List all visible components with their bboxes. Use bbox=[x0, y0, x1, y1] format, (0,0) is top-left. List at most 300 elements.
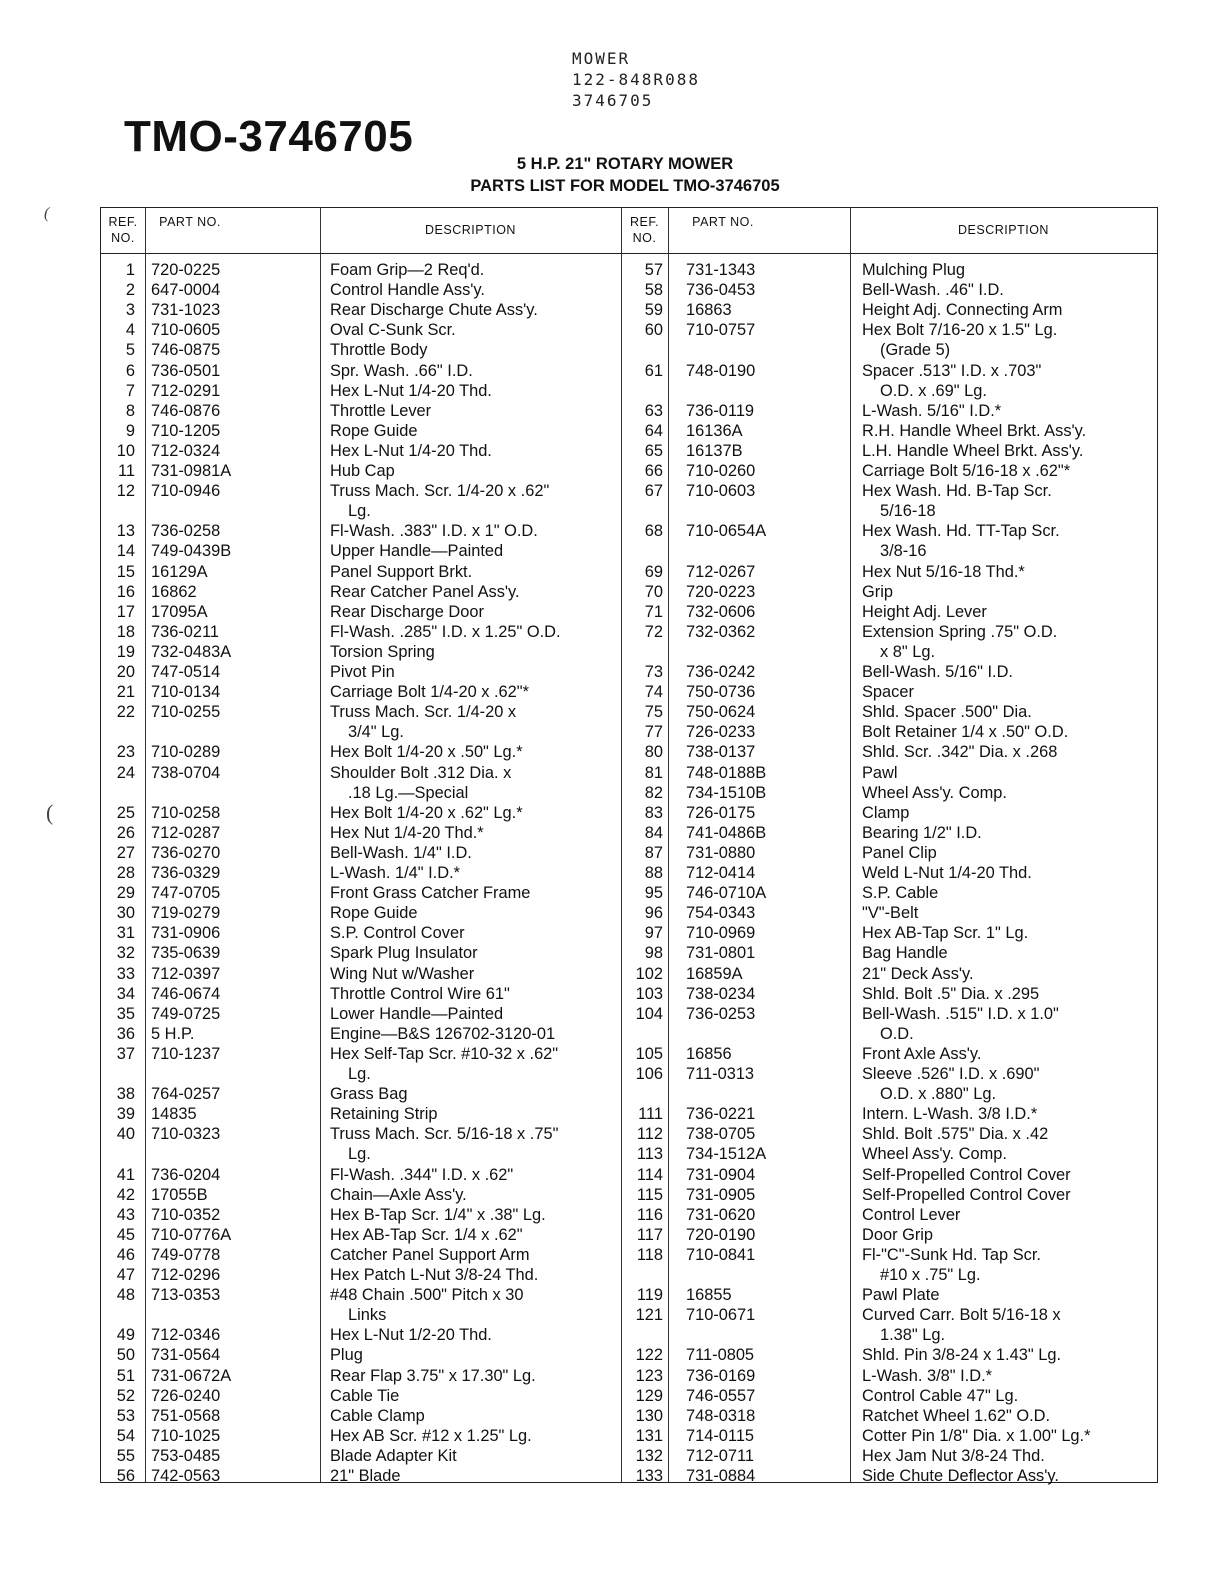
part-description: Hex L-Nut 1/4-20 Thd. bbox=[330, 381, 492, 400]
part-description: Engine—B&S 126702-3120-01 bbox=[330, 1024, 556, 1043]
part-description: Throttle Lever bbox=[330, 401, 432, 420]
part-description: 3/8-16 bbox=[880, 542, 927, 561]
part-number: 712-0414 bbox=[686, 864, 756, 882]
ref-number: 28 bbox=[116, 864, 135, 882]
ref-number: 66 bbox=[644, 462, 663, 480]
part-description: Carriage Bolt 5/16-18 x .62"* bbox=[862, 462, 1071, 480]
part-description: Side Chute Deflector Ass'y. bbox=[862, 1467, 1059, 1485]
part-number: 710-0352 bbox=[151, 1205, 221, 1224]
part-number: 731-0801 bbox=[686, 944, 756, 963]
ref-number: 41 bbox=[116, 1165, 135, 1184]
table-row bbox=[101, 1165, 1157, 1185]
ref-number: 24 bbox=[116, 763, 135, 782]
part-description: #48 Chain .500" Pitch x 30 bbox=[330, 1286, 524, 1305]
part-description: Hex Bolt 1/4-20 x .50" Lg.* bbox=[330, 743, 523, 762]
part-number: 741-0486B bbox=[686, 823, 767, 842]
ref-number: 69 bbox=[644, 562, 663, 581]
part-description: 1.38" Lg. bbox=[880, 1326, 946, 1345]
part-description: Fl-"C"-Sunk Hd. Tap Scr. bbox=[862, 1245, 1041, 1264]
part-description: 21" Blade bbox=[330, 1467, 401, 1485]
table-row bbox=[101, 682, 1157, 702]
table-row bbox=[101, 461, 1157, 481]
table-row bbox=[101, 1245, 1157, 1265]
ref-number: 116 bbox=[636, 1205, 663, 1224]
ref-number: 12 bbox=[116, 482, 135, 501]
table-row bbox=[101, 361, 1157, 381]
part-description: L-Wash. 3/8" I.D.* bbox=[862, 1366, 993, 1385]
part-number: 731-0620 bbox=[686, 1205, 756, 1224]
ref-number: 46 bbox=[116, 1245, 135, 1264]
part-description: Spark Plug Insulator bbox=[330, 944, 478, 963]
ref-number: 1 bbox=[125, 261, 135, 279]
table-row bbox=[101, 1265, 1157, 1285]
ref-number: 60 bbox=[644, 321, 663, 340]
part-description: Bolt Retainer 1/4 x .50" O.D. bbox=[862, 723, 1069, 742]
part-description: Rear Discharge Chute Ass'y. bbox=[330, 301, 538, 320]
ref-number: 4 bbox=[125, 321, 135, 340]
table-row bbox=[101, 602, 1157, 622]
ref-number: 57 bbox=[644, 261, 663, 279]
header-part-left: PART NO. bbox=[159, 215, 221, 229]
part-number: 719-0279 bbox=[151, 904, 221, 923]
ref-number: 98 bbox=[644, 944, 663, 963]
part-description: Carriage Bolt 1/4-20 x .62"* bbox=[330, 683, 529, 702]
ref-number: 15 bbox=[116, 562, 135, 581]
ref-number: 105 bbox=[635, 1044, 663, 1063]
part-description: Upper Handle—Painted bbox=[330, 542, 504, 561]
header-description-right: DESCRIPTION bbox=[958, 223, 1049, 237]
table-row bbox=[101, 763, 1157, 783]
table-row bbox=[101, 1305, 1157, 1325]
stamp-line-1: MOWER bbox=[572, 49, 631, 68]
part-number: 731-0672A bbox=[151, 1366, 232, 1385]
part-number: 726-0175 bbox=[686, 803, 756, 822]
part-number: 749-0725 bbox=[151, 1004, 221, 1023]
part-description: Retaining Strip bbox=[330, 1105, 438, 1124]
part-number: 753-0485 bbox=[151, 1446, 221, 1465]
ref-number: 14 bbox=[116, 542, 135, 561]
ref-number: 80 bbox=[644, 743, 663, 762]
part-number: 712-0267 bbox=[686, 562, 756, 581]
ref-number: 6 bbox=[125, 361, 135, 380]
part-number: 746-0875 bbox=[151, 341, 221, 360]
part-number: 732-0483A bbox=[151, 642, 232, 661]
table-row bbox=[101, 943, 1157, 963]
part-description: Front Grass Catcher Frame bbox=[330, 884, 531, 903]
part-description: Links bbox=[348, 1306, 387, 1325]
part-description: L-Wash. 1/4" I.D.* bbox=[330, 864, 461, 882]
part-description: Rope Guide bbox=[330, 904, 418, 923]
part-number: 710-0841 bbox=[686, 1245, 756, 1264]
table-row bbox=[101, 742, 1157, 762]
part-number: 738-0137 bbox=[686, 743, 756, 762]
ref-number: 47 bbox=[116, 1266, 135, 1284]
part-description: Bell-Wash. 5/16" I.D. bbox=[862, 663, 1013, 681]
part-number: 710-0946 bbox=[151, 482, 221, 501]
part-description: Hex AB-Tap Scr. 1" Lg. bbox=[862, 924, 1029, 943]
ref-number: 58 bbox=[644, 281, 663, 300]
table-row bbox=[101, 421, 1157, 441]
ref-number: 42 bbox=[116, 1185, 135, 1204]
ref-number: 50 bbox=[116, 1346, 135, 1365]
ref-number: 30 bbox=[116, 904, 135, 923]
ref-number: 45 bbox=[116, 1225, 135, 1244]
part-description: Plug bbox=[330, 1346, 363, 1365]
ref-number: 31 bbox=[116, 924, 135, 943]
table-row bbox=[101, 1446, 1157, 1466]
ref-number: 87 bbox=[644, 843, 663, 862]
ref-number: 16 bbox=[116, 582, 135, 601]
title-line-2: PARTS LIST FOR MODEL TMO-3746705 bbox=[470, 177, 780, 195]
part-number: 710-0289 bbox=[151, 743, 221, 762]
part-description: Shld. Bolt .5" Dia. x .295 bbox=[862, 984, 1040, 1003]
ref-number: 73 bbox=[644, 663, 663, 681]
ref-number: 64 bbox=[644, 421, 663, 440]
table-row bbox=[101, 843, 1157, 863]
table-row bbox=[101, 320, 1157, 340]
part-description: Panel Support Brkt. bbox=[330, 562, 473, 581]
part-number: 710-1237 bbox=[151, 1044, 221, 1063]
table-row bbox=[101, 1325, 1157, 1345]
part-number: 16856 bbox=[686, 1044, 732, 1063]
part-number: 736-0204 bbox=[151, 1165, 221, 1184]
part-number: 750-0736 bbox=[686, 683, 756, 702]
part-description: Hex Self-Tap Scr. #10-32 x .62" bbox=[330, 1044, 559, 1063]
part-description: Hex L-Nut 1/2-20 Thd. bbox=[330, 1326, 492, 1345]
part-number: 736-0119 bbox=[686, 401, 755, 420]
ref-number: 29 bbox=[116, 884, 135, 903]
part-description: Panel Clip bbox=[862, 843, 937, 862]
part-description: Catcher Panel Support Arm bbox=[330, 1245, 530, 1264]
ref-number: 112 bbox=[636, 1125, 663, 1144]
part-number: 710-0605 bbox=[151, 321, 221, 340]
part-description: O.D. x .69" Lg. bbox=[880, 381, 987, 400]
part-number: 732-0606 bbox=[686, 602, 756, 621]
part-number: 14835 bbox=[151, 1105, 197, 1124]
part-description: Extension Spring .75" O.D. bbox=[862, 622, 1058, 641]
ref-number: 37 bbox=[116, 1044, 135, 1063]
part-description: Intern. L-Wash. 3/8 I.D.* bbox=[862, 1105, 1038, 1124]
part-description: Hex Bolt 1/4-20 x .62" Lg.* bbox=[330, 803, 523, 822]
part-description: Truss Mach. Scr. 1/4-20 x .62" bbox=[330, 482, 550, 501]
part-description: Cotter Pin 1/8" Dia. x 1.00" Lg.* bbox=[862, 1426, 1091, 1445]
ref-number: 130 bbox=[635, 1406, 663, 1425]
table-row bbox=[101, 1004, 1157, 1024]
ref-number: 81 bbox=[644, 763, 663, 782]
table-row bbox=[101, 923, 1157, 943]
part-number: 17055B bbox=[151, 1185, 208, 1204]
part-number: 748-0190 bbox=[686, 361, 756, 380]
part-description: Bearing 1/2" I.D. bbox=[862, 823, 982, 842]
ref-number: 133 bbox=[635, 1467, 663, 1485]
part-number: 738-0234 bbox=[686, 984, 756, 1003]
part-description: Self-Propelled Control Cover bbox=[862, 1185, 1071, 1204]
part-number: 731-0880 bbox=[686, 843, 756, 862]
table-row bbox=[101, 823, 1157, 843]
part-number: 710-0323 bbox=[151, 1125, 221, 1144]
part-description: Cable Tie bbox=[330, 1386, 400, 1405]
ref-number: 35 bbox=[116, 1004, 135, 1023]
ref-number: 82 bbox=[644, 783, 663, 802]
part-description: Lg. bbox=[348, 1145, 371, 1164]
part-description: Fl-Wash. .344" I.D. x .62" bbox=[330, 1165, 514, 1184]
ref-number: 2 bbox=[125, 281, 135, 300]
part-number: 720-0190 bbox=[686, 1225, 756, 1244]
part-description: S.P. Cable bbox=[862, 884, 939, 903]
ref-number: 56 bbox=[116, 1467, 135, 1485]
ref-number: 117 bbox=[636, 1225, 663, 1244]
part-number: 710-0260 bbox=[686, 462, 756, 480]
part-number: 736-0453 bbox=[686, 281, 756, 300]
table-row bbox=[101, 1225, 1157, 1245]
part-number: 710-0776A bbox=[151, 1225, 232, 1244]
ref-number: 48 bbox=[116, 1286, 135, 1305]
part-description: Hex Nut 1/4-20 Thd.* bbox=[330, 823, 484, 842]
table-row bbox=[101, 300, 1157, 320]
part-number: 726-0240 bbox=[151, 1386, 221, 1405]
table-row bbox=[101, 521, 1157, 541]
table-row bbox=[101, 1185, 1157, 1205]
part-description: Height Adj. Lever bbox=[862, 602, 987, 621]
part-description: Hex AB Scr. #12 x 1.25" Lg. bbox=[330, 1426, 532, 1445]
part-description: Mulching Plug bbox=[862, 261, 965, 279]
part-description: Hex Bolt 7/16-20 x 1.5" Lg. bbox=[862, 321, 1058, 340]
table-row bbox=[101, 863, 1157, 883]
part-description: Hex Wash. Hd. B-Tap Scr. bbox=[862, 482, 1052, 501]
part-number: 710-0258 bbox=[151, 803, 221, 822]
table-row bbox=[101, 441, 1157, 461]
ref-number: 65 bbox=[644, 441, 663, 460]
ref-number: 104 bbox=[635, 1004, 663, 1023]
part-description: Hex Wash. Hd. TT-Tap Scr. bbox=[862, 522, 1060, 541]
part-number: 720-0225 bbox=[151, 261, 221, 279]
part-description: Hex L-Nut 1/4-20 Thd. bbox=[330, 441, 492, 460]
part-description: Rope Guide bbox=[330, 421, 418, 440]
stamp-line-2: 122-848R088 bbox=[572, 70, 700, 89]
part-number: 736-0253 bbox=[686, 1004, 756, 1023]
part-number: 731-1343 bbox=[686, 261, 756, 279]
part-description: #10 x .75" Lg. bbox=[880, 1266, 981, 1284]
ref-number: 75 bbox=[644, 703, 663, 722]
ref-number: 25 bbox=[116, 803, 135, 822]
header-ref-left: REF. NO. bbox=[108, 215, 138, 245]
part-number: 710-1025 bbox=[151, 1426, 221, 1445]
table-row bbox=[101, 1345, 1157, 1365]
ref-number: 40 bbox=[116, 1125, 135, 1144]
part-number: 731-0981A bbox=[151, 462, 232, 480]
part-description: Weld L-Nut 1/4-20 Thd. bbox=[862, 864, 1032, 882]
part-number: 749-0439B bbox=[151, 542, 232, 561]
part-number: 710-0134 bbox=[151, 683, 221, 702]
ref-number: 10 bbox=[116, 441, 135, 460]
header-divider bbox=[101, 253, 1157, 254]
part-description: "V"-Belt bbox=[862, 904, 919, 923]
ref-number: 72 bbox=[644, 622, 663, 641]
table-row bbox=[101, 1104, 1157, 1124]
ref-number: 70 bbox=[644, 582, 663, 601]
table-row bbox=[101, 1044, 1157, 1064]
table-row bbox=[101, 1064, 1157, 1084]
table-row bbox=[101, 582, 1157, 602]
table-row bbox=[101, 1144, 1157, 1164]
ref-number: 32 bbox=[116, 944, 135, 963]
table-row bbox=[101, 381, 1157, 401]
part-number: 735-0639 bbox=[151, 944, 221, 963]
part-description: Pivot Pin bbox=[330, 663, 395, 681]
ref-number: 88 bbox=[644, 864, 663, 882]
part-number: 746-0557 bbox=[686, 1386, 756, 1405]
part-number: 731-0884 bbox=[686, 1467, 756, 1485]
ref-number: 121 bbox=[635, 1306, 663, 1325]
ref-number: 67 bbox=[644, 482, 663, 501]
part-number: 712-0296 bbox=[151, 1266, 221, 1284]
table-row bbox=[101, 481, 1157, 501]
part-number: 751-0568 bbox=[151, 1406, 221, 1425]
part-number: 16129A bbox=[151, 562, 208, 581]
table-row bbox=[101, 622, 1157, 642]
ref-number: 97 bbox=[644, 924, 663, 943]
part-number: 734-1512A bbox=[686, 1145, 767, 1164]
ref-number: 33 bbox=[116, 964, 135, 983]
page-title bbox=[440, 153, 810, 197]
part-description: Curved Carr. Bolt 5/16-18 x bbox=[862, 1306, 1061, 1325]
table-row bbox=[101, 1466, 1157, 1486]
part-description: Bell-Wash. 1/4" I.D. bbox=[330, 843, 472, 862]
part-description: 3/4" Lg. bbox=[348, 723, 404, 742]
part-description: O.D. bbox=[880, 1024, 914, 1043]
part-number: 16859A bbox=[686, 964, 743, 983]
part-description: Grip bbox=[862, 582, 893, 601]
part-description: Rear Catcher Panel Ass'y. bbox=[330, 582, 520, 601]
part-description: 21" Deck Ass'y. bbox=[862, 964, 974, 983]
ref-number: 111 bbox=[638, 1105, 663, 1124]
ref-number: 59 bbox=[644, 301, 663, 320]
part-description: 5/16-18 bbox=[880, 502, 936, 521]
table-row bbox=[101, 1386, 1157, 1406]
part-description: Spacer bbox=[862, 683, 914, 702]
part-description: Ratchet Wheel 1.62" O.D. bbox=[862, 1406, 1051, 1425]
part-number: 736-0169 bbox=[686, 1366, 756, 1385]
ref-number: 34 bbox=[116, 984, 135, 1003]
ref-number: 13 bbox=[116, 522, 135, 541]
ref-number: 71 bbox=[644, 602, 663, 621]
part-number: 748-0188B bbox=[686, 763, 767, 782]
part-description: Self-Propelled Control Cover bbox=[862, 1165, 1071, 1184]
part-description: R.H. Handle Wheel Brkt. Ass'y. bbox=[862, 421, 1087, 440]
part-number: 738-0705 bbox=[686, 1125, 756, 1144]
table-row bbox=[101, 702, 1157, 722]
part-description: Height Adj. Connecting Arm bbox=[862, 301, 1063, 320]
part-description: Throttle Control Wire 61" bbox=[330, 984, 510, 1003]
part-number: 720-0223 bbox=[686, 582, 756, 601]
ref-number: 68 bbox=[644, 522, 663, 541]
title-line-1: 5 H.P. 21" ROTARY MOWER bbox=[516, 155, 734, 173]
part-number: 16855 bbox=[686, 1286, 732, 1305]
table-row bbox=[101, 1024, 1157, 1044]
part-number: 712-0397 bbox=[151, 964, 221, 983]
part-number: 713-0353 bbox=[151, 1286, 221, 1305]
part-number: 738-0704 bbox=[151, 763, 221, 782]
part-description: Cable Clamp bbox=[330, 1406, 425, 1425]
ref-number: 3 bbox=[125, 301, 135, 320]
ref-number: 77 bbox=[644, 723, 663, 742]
part-number: 726-0233 bbox=[686, 723, 756, 742]
ref-number: 36 bbox=[116, 1024, 135, 1043]
part-number: 712-0324 bbox=[151, 441, 221, 460]
part-number: 747-0514 bbox=[151, 663, 221, 681]
part-description: Grass Bag bbox=[330, 1085, 408, 1104]
ref-number: 61 bbox=[644, 361, 663, 380]
part-description: Hub Cap bbox=[330, 462, 395, 480]
part-description: Wheel Ass'y. Comp. bbox=[862, 1145, 1007, 1164]
part-number: 764-0257 bbox=[151, 1085, 221, 1104]
table-row bbox=[101, 501, 1157, 521]
part-number: 749-0778 bbox=[151, 1245, 221, 1264]
ref-number: 83 bbox=[644, 803, 663, 822]
part-number: 748-0318 bbox=[686, 1406, 756, 1425]
part-number: 746-0710A bbox=[686, 884, 767, 903]
part-number: 731-1023 bbox=[151, 301, 221, 320]
ref-number: 74 bbox=[644, 683, 663, 702]
part-number: 734-1510B bbox=[686, 783, 767, 802]
ref-number: 27 bbox=[116, 843, 135, 862]
part-number: 742-0563 bbox=[151, 1467, 221, 1485]
part-number: 746-0876 bbox=[151, 401, 221, 420]
part-number: 731-0904 bbox=[686, 1165, 756, 1184]
table-row bbox=[101, 1406, 1157, 1426]
part-description: Rear Flap 3.75" x 17.30" Lg. bbox=[330, 1366, 536, 1385]
ref-number: 95 bbox=[644, 884, 663, 903]
part-description: Hex Patch L-Nut 3/8-24 Thd. bbox=[330, 1266, 539, 1284]
part-description: Throttle Body bbox=[330, 341, 428, 360]
part-description: Sleeve .526" I.D. x .690" bbox=[862, 1065, 1040, 1083]
model-number: TMO-3746705 bbox=[124, 112, 414, 161]
part-description: Hex Jam Nut 3/8-24 Thd. bbox=[862, 1446, 1045, 1465]
table-row bbox=[101, 783, 1157, 803]
ref-number: 53 bbox=[116, 1406, 135, 1425]
part-number: 16136A bbox=[686, 421, 743, 440]
ref-number: 52 bbox=[116, 1386, 135, 1405]
table-row bbox=[101, 562, 1157, 582]
part-description: Lg. bbox=[348, 1065, 371, 1083]
part-description: Pawl Plate bbox=[862, 1286, 940, 1305]
part-number: 647-0004 bbox=[151, 281, 221, 300]
part-number: 16137B bbox=[686, 441, 743, 460]
table-row bbox=[101, 280, 1157, 300]
part-number: 732-0362 bbox=[686, 622, 756, 641]
ref-number: 115 bbox=[636, 1185, 663, 1204]
part-description: Shld. Pin 3/8-24 x 1.43" Lg. bbox=[862, 1346, 1061, 1365]
ref-number: 38 bbox=[116, 1085, 135, 1104]
part-description: Hex B-Tap Scr. 1/4" x .38" Lg. bbox=[330, 1205, 546, 1224]
part-number: 736-0501 bbox=[151, 361, 221, 380]
part-number: 710-0654A bbox=[686, 522, 767, 541]
ref-number: 20 bbox=[116, 663, 135, 681]
part-number: 714-0115 bbox=[686, 1426, 755, 1445]
part-number: 712-0346 bbox=[151, 1326, 221, 1345]
part-number: 16863 bbox=[686, 301, 732, 320]
table-row bbox=[101, 642, 1157, 662]
part-description: Spr. Wash. .66" I.D. bbox=[330, 361, 473, 380]
part-description: L-Wash. 5/16" I.D.* bbox=[862, 401, 1002, 420]
part-number: 731-0906 bbox=[151, 924, 221, 943]
table-row bbox=[101, 984, 1157, 1004]
part-description: Blade Adapter Kit bbox=[330, 1446, 457, 1465]
part-number: 736-0258 bbox=[151, 522, 221, 541]
part-description: Bell-Wash. .515" I.D. x 1.0" bbox=[862, 1004, 1059, 1023]
part-description: Hex AB-Tap Scr. 1/4 x .62" bbox=[330, 1225, 523, 1244]
part-description: Rear Discharge Door bbox=[330, 602, 484, 621]
